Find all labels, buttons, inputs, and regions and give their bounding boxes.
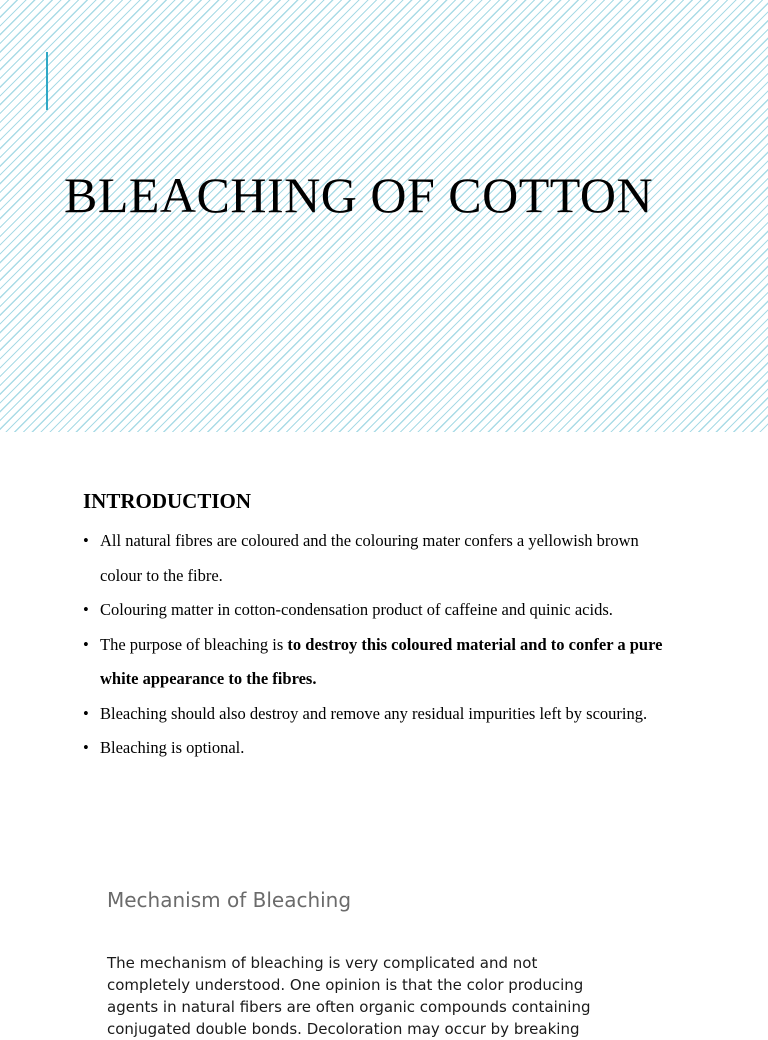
mechanism-heading: Mechanism of Bleaching xyxy=(107,888,352,912)
bullet-icon: • xyxy=(83,703,89,723)
bullet-item xyxy=(83,731,663,766)
introduction-slide xyxy=(0,432,768,842)
introduction-heading: INTRODUCTION xyxy=(83,489,252,513)
bullet-item xyxy=(83,628,663,697)
bullet-item xyxy=(83,524,663,593)
bullet-item xyxy=(83,697,663,732)
bullet-text: Bleaching is optional. xyxy=(100,738,245,757)
bullet-icon: • xyxy=(83,738,89,757)
bullet-item xyxy=(83,593,663,628)
bullet-icon: • xyxy=(83,531,89,550)
bullet-text: Bleaching should also destroy and remove any residual impurities left by scouring. xyxy=(100,703,648,723)
bullet-icon: • xyxy=(83,600,89,619)
bullet-icon: • xyxy=(83,634,89,654)
bullet-bold-text: to destroy this coloured material and to confer a pure white appearance to the fibres. xyxy=(100,634,663,688)
bullet-text: All natural fibres are coloured and the colouring mater confers a yellowish brown colour to the fibre. xyxy=(100,531,639,585)
bullet-text: Colouring matter in cotton-condensation product of caffeine and quinic acids. xyxy=(100,600,613,619)
mechanism-body: The mechanism of bleaching is very complicated and not completely understood. One opinion is that the color producing agents in natural fibers are often organic compounds containing conjugated double bonds. Decoloration may occur by breaking xyxy=(107,954,591,1038)
title-slide xyxy=(0,0,768,432)
bullet-text: The purpose of bleaching is xyxy=(100,634,288,654)
slide-title: BLEACHING OF COTTON xyxy=(64,167,654,223)
mechanism-slide xyxy=(0,842,768,1038)
accent-bar xyxy=(46,52,48,110)
bullet-list xyxy=(83,524,663,766)
